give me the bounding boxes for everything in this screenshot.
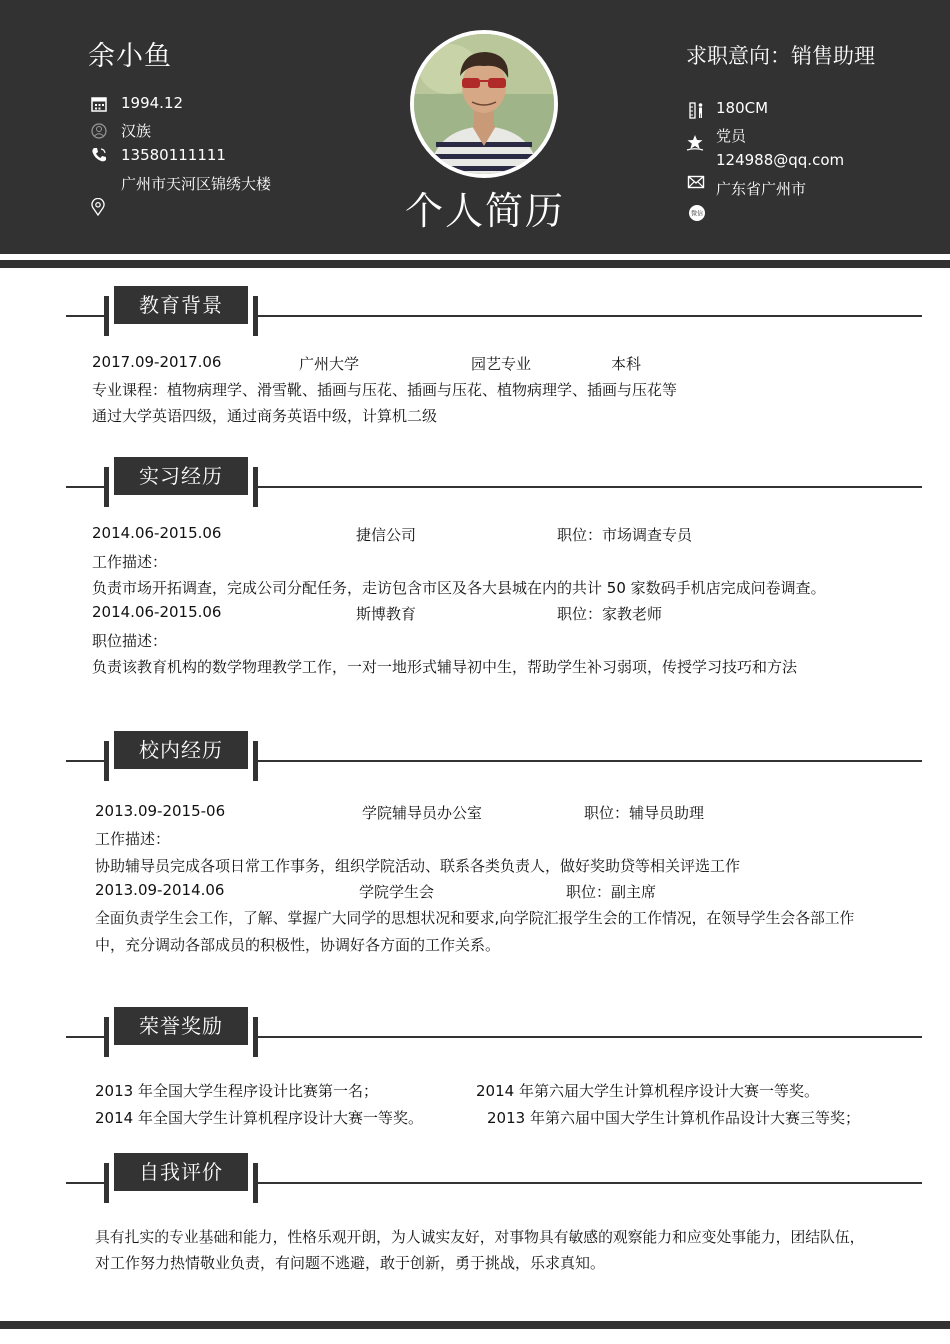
profile-photo	[410, 30, 558, 178]
internship-desc: 负责市场开拓调查，完成公司分配任务，走访包含市区及各大县城在内的共计 50 家数码手机店完成问卷调查。	[92, 579, 826, 597]
wechat-icon	[688, 204, 706, 222]
section-title: 校内经历	[114, 731, 248, 769]
email-address: 124988@qq.com	[716, 151, 845, 169]
header-underline	[0, 260, 950, 268]
education-period: 2017.09-2017.06	[92, 353, 222, 371]
honor-item: 2013 年全国大学生程序设计比赛第一名；	[95, 1082, 378, 1100]
honor-item: 2013 年第六届中国大学生计算机作品设计大赛三等奖；	[487, 1109, 860, 1127]
campus-desc: 中，充分调动各部成员的积极性，协调好各方面的工作关系。	[95, 936, 501, 954]
ethnicity: 汉族	[121, 122, 152, 140]
section-title: 荣誉奖励	[114, 1007, 248, 1045]
campus-desc: 全面负责学生会工作，了解、掌握广大同学的思想状况和要求,向学院汇报学生会的工作情况，在领导学生会各部工作	[95, 910, 855, 927]
internship-period: 2014.06-2015.06	[92, 603, 222, 621]
location-pin-icon	[89, 198, 107, 216]
section-self-evaluation	[66, 1160, 922, 1203]
height: 180CM	[716, 99, 769, 117]
email-icon	[687, 173, 705, 191]
internship-org: 斯博教育	[356, 605, 417, 623]
education-degree: 本科	[611, 355, 642, 373]
political-status: 党员	[716, 127, 747, 145]
resume-header	[0, 0, 950, 254]
honor-item: 2014 年全国大学生计算机程序设计大赛一等奖。	[95, 1109, 423, 1127]
section-internship	[66, 464, 922, 507]
self-eval-text: 对工作努力热情敬业负责，有问题不逃避，敢于创新，勇于挑战，乐求真知。	[95, 1254, 606, 1272]
campus-role: 职位：副主席	[566, 883, 657, 901]
internship-desc: 负责该教育机构的数学物理教学工作，一对一地形式辅导初中生，帮助学生补习弱项，传授学习技巧和方法	[92, 658, 798, 676]
section-title: 自我评价	[114, 1153, 248, 1191]
phone-icon	[90, 146, 108, 164]
document-title: 个人简历	[405, 189, 566, 233]
education-school: 广州大学	[299, 355, 360, 373]
calendar-icon	[90, 95, 108, 113]
campus-period: 2013.09-2014.06	[95, 881, 225, 899]
candidate-name: 余小鱼	[88, 41, 172, 72]
height-icon	[688, 101, 706, 119]
self-eval-text: 具有扎实的专业基础和能力，性格乐观开朗，为人诚实友好，对事物具有敏感的观察能力和应变处事能力，团结队伍，	[95, 1229, 865, 1246]
birth-date: 1994.12	[121, 94, 184, 112]
internship-org: 捷信公司	[356, 526, 417, 544]
ethnicity-icon	[90, 122, 108, 140]
honor-item: 2014 年第六届大学生计算机程序设计大赛一等奖。	[476, 1082, 819, 1100]
campus-desc-label: 工作描述：	[95, 830, 171, 848]
internship-desc-label: 职位描述：	[92, 632, 168, 650]
campus-org: 学院辅导员办公室	[362, 804, 483, 822]
campus-desc: 协助辅导员完成各项日常工作事务，组织学院活动、联系各类负责人，做好奖助贷等相关评选工作	[95, 857, 741, 875]
location: 广东省广州市	[716, 180, 807, 198]
section-campus	[66, 738, 922, 781]
section-education	[66, 293, 922, 336]
campus-role: 职位：辅导员助理	[584, 804, 705, 822]
education-certs: 通过大学英语四级，通过商务英语中级，计算机二级	[92, 407, 438, 425]
internship-role: 职位：市场调查专员	[557, 526, 693, 544]
job-target: 求职意向：销售助理	[686, 44, 875, 68]
education-courses: 专业课程：植物病理学、滑雪靴、插画与压花、插画与压花、植物病理学、插画与压花等	[92, 381, 678, 399]
internship-period: 2014.06-2015.06	[92, 524, 222, 542]
section-title: 教育背景	[114, 286, 248, 324]
campus-org: 学院学生会	[359, 883, 435, 901]
phone-number: 13580111111	[121, 146, 226, 164]
education-major: 园艺专业	[471, 355, 532, 373]
section-title: 实习经历	[114, 457, 248, 495]
footer-bar	[0, 1321, 950, 1329]
home-address: 广州市天河区锦绣大楼	[121, 175, 272, 193]
star-badge-icon	[686, 134, 704, 152]
internship-desc-label: 工作描述：	[92, 553, 168, 571]
internship-role: 职位：家教老师	[557, 605, 663, 623]
section-honors	[66, 1014, 922, 1057]
campus-period: 2013.09-2015-06	[95, 802, 226, 820]
svg-text:微信: 微信	[690, 210, 704, 218]
